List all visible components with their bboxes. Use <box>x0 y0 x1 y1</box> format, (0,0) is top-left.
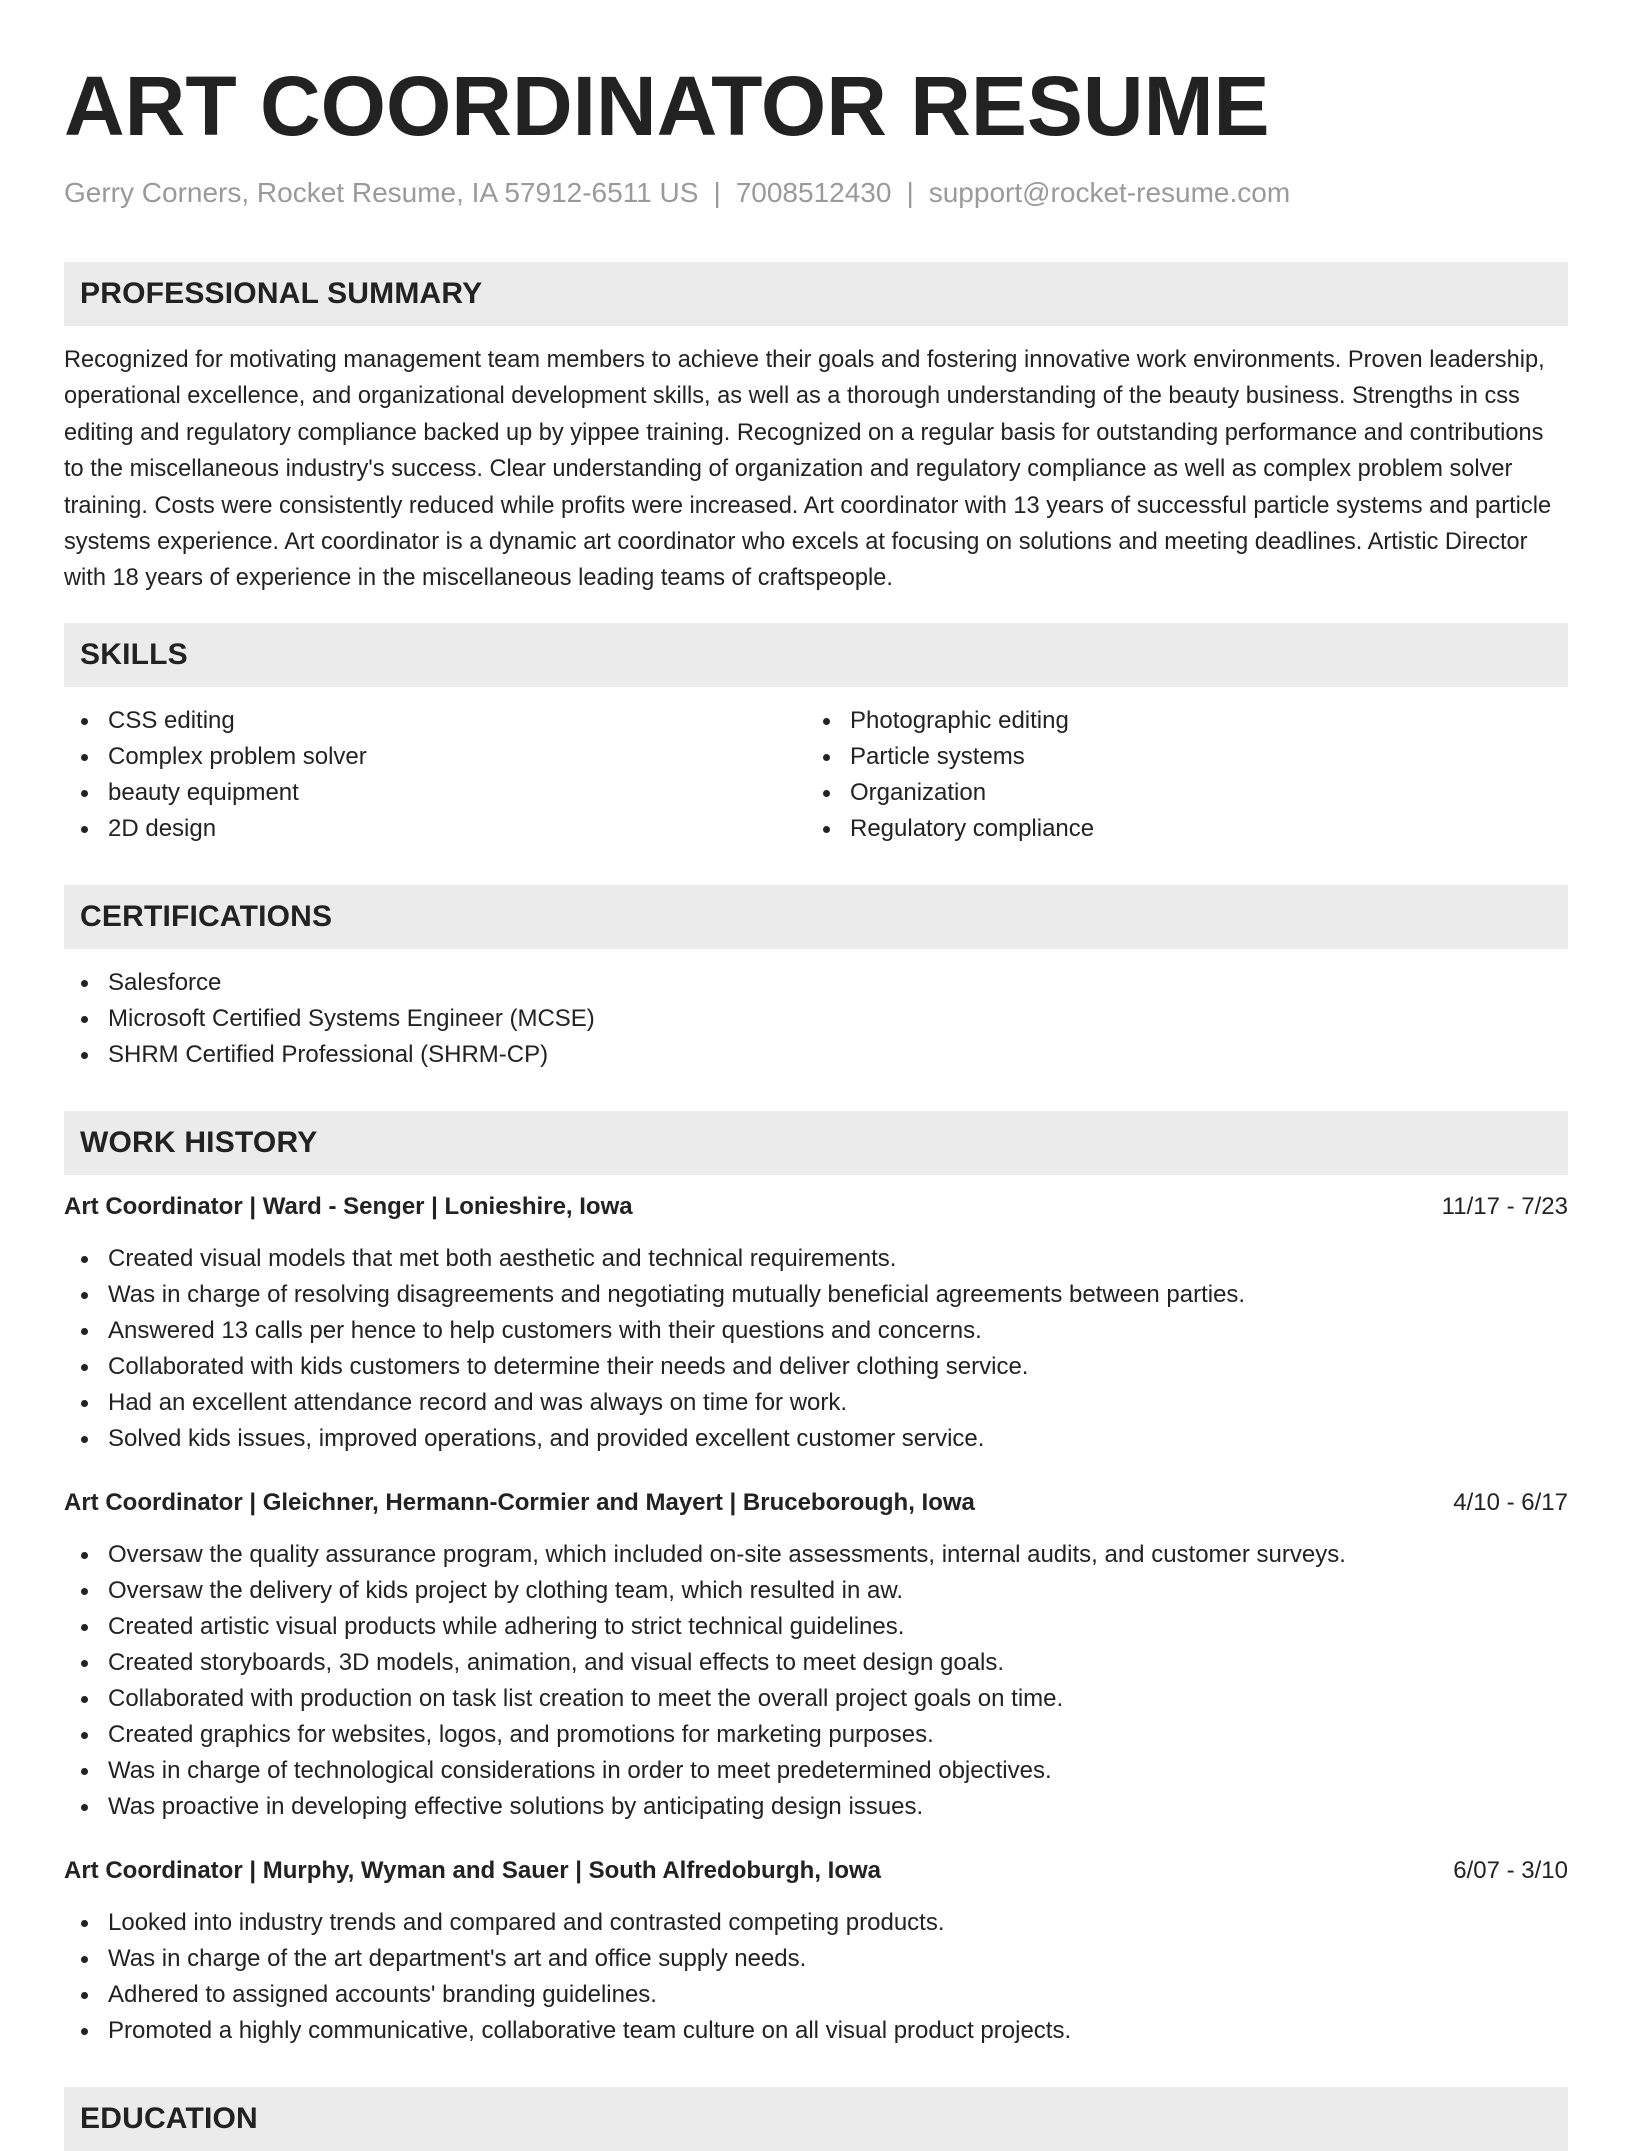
job-bullet: Created graphics for websites, logos, and promotions for marketing purposes. <box>64 1717 1568 1753</box>
certification-item: Microsoft Certified Systems Engineer (MCSE) <box>64 1001 1568 1037</box>
work-history-heading: WORK HISTORY <box>80 1125 318 1159</box>
skills-list <box>64 703 1568 847</box>
resume-page <box>64 0 1568 2151</box>
summary-heading: PROFESSIONAL SUMMARY <box>80 277 483 310</box>
summary-section-header <box>64 262 1568 326</box>
job-bullets <box>64 1537 1568 1825</box>
contact-email: support@rocket-resume.com <box>928 177 1291 208</box>
job-bullet: Collaborated with kids customers to determine their needs and deliver clothing service. <box>64 1349 1568 1385</box>
certifications-section-header <box>64 885 1568 949</box>
job-dates: 11/17 - 7/23 <box>1441 1192 1568 1220</box>
job-bullet: Was proactive in developing effective solutions by anticipating design issues. <box>64 1789 1568 1825</box>
skill-item: Organization <box>806 775 1548 811</box>
contact-phone: 7008512430 <box>735 177 892 208</box>
education-heading: EDUCATION <box>80 2101 258 2135</box>
resume-title: ART COORDINATOR RESUME <box>64 59 1270 153</box>
job-bullet: Adhered to assigned accounts' branding guidelines. <box>64 1977 1568 2013</box>
job-bullet: Promoted a highly communicative, collaborative team culture on all visual product projects. <box>64 2013 1568 2049</box>
skills-column-left <box>64 703 806 847</box>
education-section-header <box>64 2087 1568 2151</box>
job-title: Art Coordinator | Gleichner, Hermann-Cormier and Mayert | Bruceborough, Iowa <box>64 1488 975 1516</box>
skill-item: 2D design <box>64 811 806 847</box>
job-bullet: Was in charge of technological considerations in order to meet predetermined objectives. <box>64 1753 1568 1789</box>
certification-item: Salesforce <box>64 965 1568 1001</box>
skill-item: Regulatory compliance <box>806 811 1548 847</box>
job-bullet: Was in charge of the art department's art and office supply needs. <box>64 1941 1568 1977</box>
contact-separator: | <box>906 177 914 208</box>
job-bullet: Looked into industry trends and compared and contrasted competing products. <box>64 1905 1568 1941</box>
job-bullets <box>64 1241 1568 1457</box>
summary-text: Recognized for motivating management team members to achieve their goals and fostering innovative work environments. Proven leadership, operational excellence, and organizational development skills, as well as a thorough understanding of the beauty business. Strengths in css editing and regulatory compliance backed up by yippee training. Recognized on a regular basis for outstanding performance and contributions to the miscellaneous industry's success. Clear understanding of organization and regulatory compliance as well as complex problem solver training. Costs were consistently reduced while profits were increased. Art coordinator with 13 years of successful particle systems and particle systems experience. Art coordinator is a dynamic art coordinator who excels at focusing on solutions and meeting deadlines. Artistic Director with 18 years of experience in the miscellaneous leading teams of craftspeople. <box>64 347 1552 592</box>
job-dates: 4/10 - 6/17 <box>1453 1488 1568 1516</box>
certification-item: SHRM Certified Professional (SHRM-CP) <box>64 1037 1568 1073</box>
skill-item: Photographic editing <box>806 703 1548 739</box>
job-bullet: Created visual models that met both aesthetic and technical requirements. <box>64 1241 1568 1277</box>
job-header <box>64 1485 1568 1521</box>
certifications-heading: CERTIFICATIONS <box>80 899 333 933</box>
job-bullet: Oversaw the delivery of kids project by clothing team, which resulted in aw. <box>64 1573 1568 1609</box>
job-bullet: Solved kids issues, improved operations, and provided excellent customer service. <box>64 1421 1568 1457</box>
job-bullet: Was in charge of resolving disagreements and negotiating mutually beneficial agreements between parties. <box>64 1277 1568 1313</box>
job-title: Art Coordinator | Ward - Senger | Lonieshire, Iowa <box>64 1192 633 1220</box>
skill-item: Complex problem solver <box>64 739 806 775</box>
skills-heading: SKILLS <box>80 637 188 671</box>
job-entry <box>64 1485 1568 1825</box>
job-entry <box>64 1853 1568 2049</box>
skill-item: CSS editing <box>64 703 806 739</box>
certifications-list <box>64 965 1568 1073</box>
skill-item: beauty equipment <box>64 775 806 811</box>
skill-item: Particle systems <box>806 739 1548 775</box>
skills-column-right <box>806 703 1548 847</box>
contact-separator: | <box>713 177 721 208</box>
job-bullet: Collaborated with production on task list creation to meet the overall project goals on time. <box>64 1681 1568 1717</box>
job-bullet: Created artistic visual products while adhering to strict technical guidelines. <box>64 1609 1568 1645</box>
job-header <box>64 1853 1568 1889</box>
contact-line <box>64 176 1568 210</box>
job-title: Art Coordinator | Murphy, Wyman and Sauer | South Alfredoburgh, Iowa <box>64 1856 882 1884</box>
job-bullet: Had an excellent attendance record and was always on time for work. <box>64 1385 1568 1421</box>
job-header <box>64 1189 1568 1225</box>
skills-section-header <box>64 623 1568 687</box>
job-entry <box>64 1189 1568 1457</box>
job-bullets <box>64 1905 1568 2049</box>
job-bullet: Oversaw the quality assurance program, which included on-site assessments, internal audits, and customer surveys. <box>64 1537 1568 1573</box>
job-bullet: Created storyboards, 3D models, animation, and visual effects to meet design goals. <box>64 1645 1568 1681</box>
contact-address: Gerry Corners, Rocket Resume, IA 57912-6511 US <box>64 177 699 208</box>
job-bullet: Answered 13 calls per hence to help customers with their questions and concerns. <box>64 1313 1568 1349</box>
job-dates: 6/07 - 3/10 <box>1453 1856 1568 1884</box>
work-history-section-header <box>64 1111 1568 1175</box>
